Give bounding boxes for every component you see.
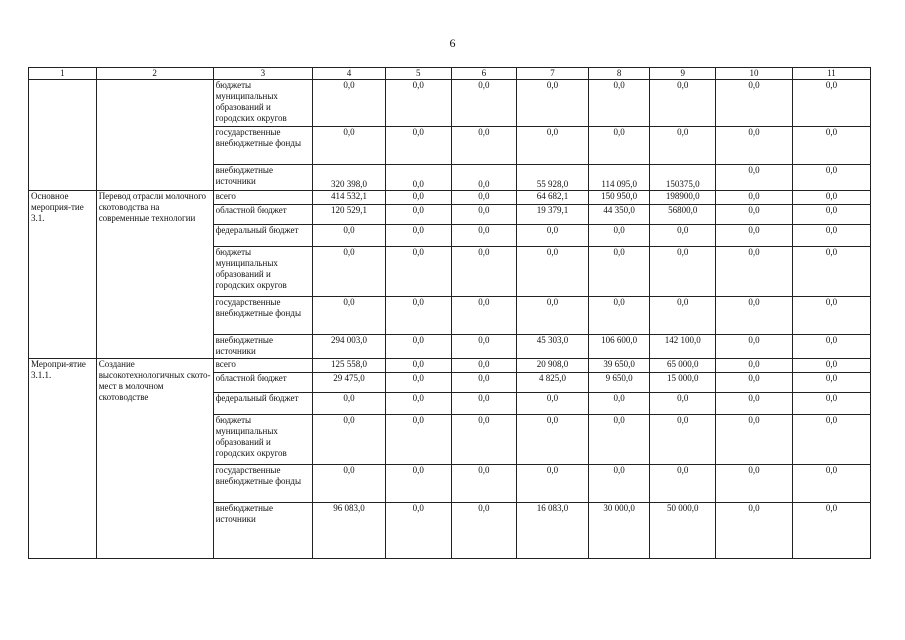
value-cell: 0,0 xyxy=(385,247,451,297)
header-cell: 11 xyxy=(792,68,870,80)
value-cell: 0,0 xyxy=(313,415,386,465)
value-cell: 198900,0 xyxy=(650,191,716,205)
source-cell: государственные внебюджетные фонды xyxy=(213,297,312,335)
value-cell: 16 083,0 xyxy=(517,503,589,559)
activity-name-cell: Перевод отрасли молочного скотоводства на современные технологии xyxy=(96,191,213,359)
value-cell: 0,0 xyxy=(792,503,870,559)
value-cell: 20 908,0 xyxy=(517,359,589,373)
value-cell: 0,0 xyxy=(716,393,793,415)
value-cell: 4 825,0 xyxy=(517,373,589,393)
value-cell: 0,0 xyxy=(792,465,870,503)
value-cell: 0,0 xyxy=(588,297,650,335)
value-cell: 0,0 xyxy=(792,335,870,359)
activity-name-cell xyxy=(96,80,213,191)
value-cell: 0,0 xyxy=(517,225,589,247)
value-cell: 64 682,1 xyxy=(517,191,589,205)
value-cell: 0,0 xyxy=(588,415,650,465)
header-cell: 2 xyxy=(96,68,213,80)
value-cell: 150375,0 xyxy=(650,165,716,191)
value-cell: 142 100,0 xyxy=(650,335,716,359)
value-cell: 0,0 xyxy=(451,297,517,335)
value-cell: 0,0 xyxy=(517,393,589,415)
header-cell: 1 xyxy=(29,68,97,80)
value-cell: 0,0 xyxy=(650,127,716,165)
value-cell: 0,0 xyxy=(792,205,870,225)
value-cell: 0,0 xyxy=(385,165,451,191)
value-cell: 0,0 xyxy=(650,297,716,335)
value-cell: 0,0 xyxy=(451,127,517,165)
value-cell: 0,0 xyxy=(517,80,589,127)
value-cell: 0,0 xyxy=(588,393,650,415)
table-row xyxy=(29,80,871,127)
value-cell: 106 600,0 xyxy=(588,335,650,359)
value-cell: 0,0 xyxy=(792,80,870,127)
table-row xyxy=(29,191,871,205)
activity-label-cell: Меропри-ятие 3.1.1. xyxy=(29,359,97,559)
value-cell: 0,0 xyxy=(588,80,650,127)
header-cell: 6 xyxy=(451,68,517,80)
source-cell: всего xyxy=(213,359,312,373)
source-cell: федеральный бюджет xyxy=(213,393,312,415)
header-cell: 9 xyxy=(650,68,716,80)
value-cell: 0,0 xyxy=(451,191,517,205)
value-cell: 19 379,1 xyxy=(517,205,589,225)
source-cell: всего xyxy=(213,191,312,205)
source-cell: бюджеты муниципальных образований и городских округов xyxy=(213,247,312,297)
header-cell: 7 xyxy=(517,68,589,80)
header-cell: 5 xyxy=(385,68,451,80)
value-cell: 0,0 xyxy=(650,80,716,127)
value-cell: 0,0 xyxy=(385,359,451,373)
value-cell: 0,0 xyxy=(792,393,870,415)
value-cell: 0,0 xyxy=(451,225,517,247)
value-cell: 0,0 xyxy=(385,503,451,559)
value-cell: 0,0 xyxy=(792,225,870,247)
source-cell: внебюджетные источники xyxy=(213,165,312,191)
value-cell: 0,0 xyxy=(716,80,793,127)
source-cell: областной бюджет xyxy=(213,373,312,393)
value-cell: 0,0 xyxy=(313,465,386,503)
value-cell: 0,0 xyxy=(385,297,451,335)
value-cell: 414 532,1 xyxy=(313,191,386,205)
value-cell: 29 475,0 xyxy=(313,373,386,393)
value-cell: 65 000,0 xyxy=(650,359,716,373)
value-cell: 0,0 xyxy=(517,247,589,297)
value-cell: 55 928,0 xyxy=(517,165,589,191)
value-cell: 0,0 xyxy=(385,191,451,205)
value-cell: 0,0 xyxy=(517,465,589,503)
value-cell: 0,0 xyxy=(716,503,793,559)
value-cell: 0,0 xyxy=(650,465,716,503)
value-cell: 0,0 xyxy=(385,465,451,503)
value-cell: 0,0 xyxy=(451,465,517,503)
value-cell: 0,0 xyxy=(716,205,793,225)
value-cell: 30 000,0 xyxy=(588,503,650,559)
value-cell: 0,0 xyxy=(588,225,650,247)
value-cell: 0,0 xyxy=(792,165,870,191)
value-cell: 0,0 xyxy=(588,127,650,165)
value-cell: 15 000,0 xyxy=(650,373,716,393)
value-cell: 0,0 xyxy=(792,247,870,297)
value-cell: 125 558,0 xyxy=(313,359,386,373)
source-cell: внебюджетные источники xyxy=(213,503,312,559)
value-cell: 0,0 xyxy=(451,359,517,373)
header-cell: 10 xyxy=(716,68,793,80)
page-number: 6 xyxy=(449,36,456,50)
value-cell: 0,0 xyxy=(792,191,870,205)
value-cell: 0,0 xyxy=(716,165,793,191)
activity-label-cell: Основное мероприя-тие 3.1. xyxy=(29,191,97,359)
value-cell: 0,0 xyxy=(385,80,451,127)
value-cell: 0,0 xyxy=(385,415,451,465)
value-cell: 9 650,0 xyxy=(588,373,650,393)
value-cell: 120 529,1 xyxy=(313,205,386,225)
value-cell: 0,0 xyxy=(650,393,716,415)
value-cell: 150 950,0 xyxy=(588,191,650,205)
table-row xyxy=(29,359,871,373)
value-cell: 0,0 xyxy=(313,247,386,297)
value-cell: 0,0 xyxy=(385,205,451,225)
value-cell: 114 095,0 xyxy=(588,165,650,191)
value-cell: 0,0 xyxy=(517,127,589,165)
value-cell: 0,0 xyxy=(792,415,870,465)
value-cell: 0,0 xyxy=(385,393,451,415)
value-cell: 0,0 xyxy=(716,225,793,247)
source-cell: государственные внебюджетные фонды xyxy=(213,127,312,165)
value-cell: 0,0 xyxy=(451,165,517,191)
header-cell: 4 xyxy=(313,68,386,80)
value-cell: 0,0 xyxy=(716,359,793,373)
source-cell: государственные внебюджетные фонды xyxy=(213,465,312,503)
value-cell: 0,0 xyxy=(385,373,451,393)
value-cell: 0,0 xyxy=(385,335,451,359)
value-cell: 0,0 xyxy=(650,225,716,247)
value-cell: 0,0 xyxy=(451,247,517,297)
value-cell: 0,0 xyxy=(716,373,793,393)
value-cell: 39 650,0 xyxy=(588,359,650,373)
value-cell: 0,0 xyxy=(716,415,793,465)
value-cell: 0,0 xyxy=(716,465,793,503)
value-cell: 0,0 xyxy=(792,127,870,165)
activity-label-cell xyxy=(29,80,97,191)
value-cell: 0,0 xyxy=(313,80,386,127)
value-cell: 44 350,0 xyxy=(588,205,650,225)
value-cell: 294 003,0 xyxy=(313,335,386,359)
budget-table xyxy=(28,67,871,559)
value-cell: 0,0 xyxy=(792,297,870,335)
source-cell: федеральный бюджет xyxy=(213,225,312,247)
value-cell: 96 083,0 xyxy=(313,503,386,559)
source-cell: бюджеты муниципальных образований и городских округов xyxy=(213,80,312,127)
value-cell: 0,0 xyxy=(588,465,650,503)
value-cell: 320 398,0 xyxy=(313,165,386,191)
activity-name-cell: Создание высокотехнологичных ското-мест в молочном скотоводстве xyxy=(96,359,213,559)
header-cell: 3 xyxy=(213,68,312,80)
value-cell: 45 303,0 xyxy=(517,335,589,359)
value-cell: 0,0 xyxy=(716,247,793,297)
header-cell: 8 xyxy=(588,68,650,80)
value-cell: 0,0 xyxy=(588,247,650,297)
value-cell: 0,0 xyxy=(451,205,517,225)
value-cell: 0,0 xyxy=(517,415,589,465)
value-cell: 50 000,0 xyxy=(650,503,716,559)
header-row xyxy=(29,68,871,80)
source-cell: областной бюджет xyxy=(213,205,312,225)
value-cell: 0,0 xyxy=(313,393,386,415)
value-cell: 0,0 xyxy=(716,297,793,335)
value-cell: 0,0 xyxy=(650,247,716,297)
value-cell: 0,0 xyxy=(385,127,451,165)
value-cell: 0,0 xyxy=(650,415,716,465)
value-cell: 0,0 xyxy=(313,297,386,335)
source-cell: внебюджетные источники xyxy=(213,335,312,359)
value-cell: 0,0 xyxy=(451,393,517,415)
value-cell: 0,0 xyxy=(451,415,517,465)
value-cell: 0,0 xyxy=(451,80,517,127)
value-cell: 0,0 xyxy=(451,373,517,393)
value-cell: 0,0 xyxy=(451,503,517,559)
value-cell: 0,0 xyxy=(792,359,870,373)
value-cell: 0,0 xyxy=(716,127,793,165)
value-cell: 0,0 xyxy=(792,373,870,393)
value-cell: 56800,0 xyxy=(650,205,716,225)
value-cell: 0,0 xyxy=(451,335,517,359)
value-cell: 0,0 xyxy=(517,297,589,335)
value-cell: 0,0 xyxy=(313,127,386,165)
source-cell: бюджеты муниципальных образований и городских округов xyxy=(213,415,312,465)
value-cell: 0,0 xyxy=(716,191,793,205)
value-cell: 0,0 xyxy=(313,225,386,247)
value-cell: 0,0 xyxy=(716,335,793,359)
value-cell: 0,0 xyxy=(385,225,451,247)
